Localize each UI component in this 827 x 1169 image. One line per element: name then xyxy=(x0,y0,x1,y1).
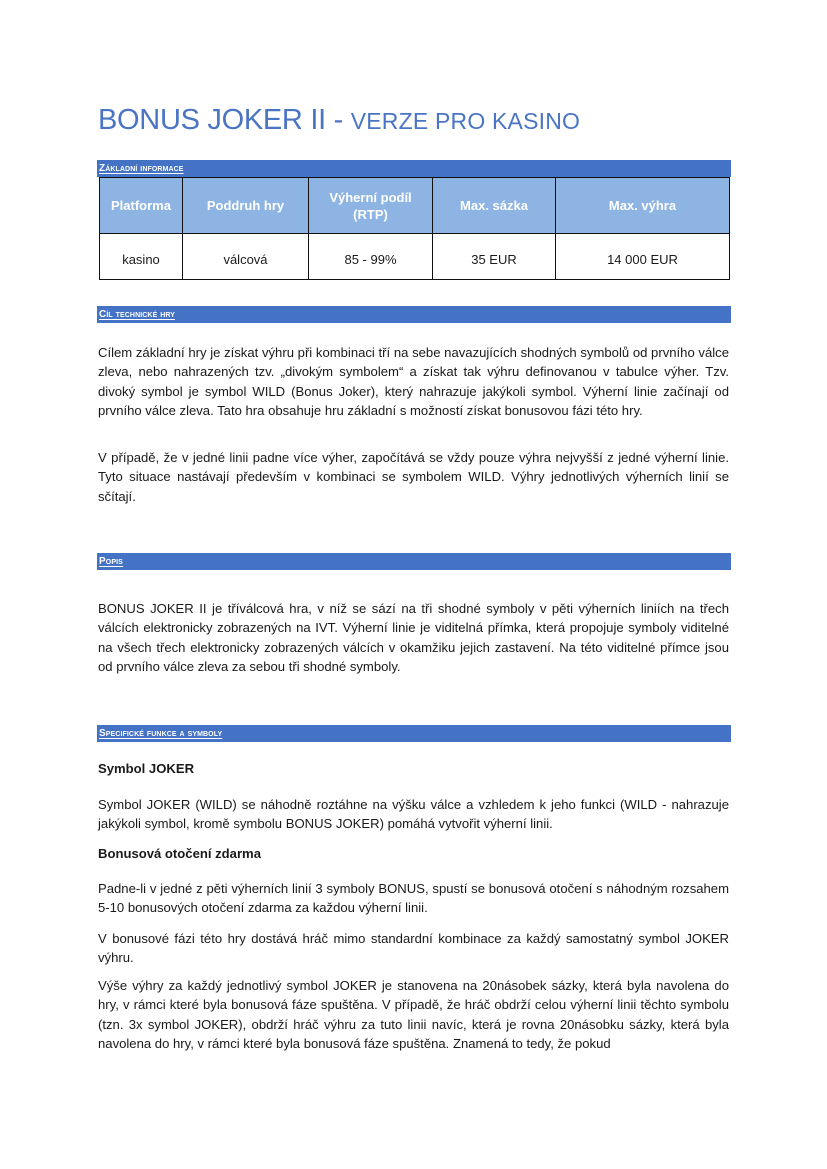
joker-heading: Symbol JOKER xyxy=(98,761,195,776)
goal-paragraph-2: V případě, že v jedné linii padne více výher, započítává se vždy pouze výhra nejvyšší z jedné výherní linie. Tyto situace nastávají především v kombinaci se symbolem WILD. Výhry jednotlivých výherních linií se sčítají. xyxy=(98,450,729,504)
table-cell: válcová xyxy=(183,234,309,280)
bonus-paragraph-2: V bonusové fázi této hry dostává hráč mimo standardní kombinace za každý samostatný symbol JOKER výhru. xyxy=(98,931,729,966)
title-subtitle: VERZE PRO KASINO xyxy=(350,108,581,134)
section-bar-specific: Specifické funkce a symboly xyxy=(97,725,731,742)
description-paragraph: BONUS JOKER II je tříválcová hra, v níž se sází na tři shodné symboly v pěti výherních liniích na třech válcích elektronicky zobrazených na IVT. Výherní linie je viditelná přímka, která propojuje symboly viditelné na všech třech elektronicky zobrazených válcích v okamžiku jejich zastavení. Na této viditelné přímce jsou od prvního válce zleva za sebou tři shodné symboly. xyxy=(98,601,729,674)
section-bar-description: Popis xyxy=(97,553,731,570)
joker-paragraph: Symbol JOKER (WILD) se náhodně roztáhne na výšku válce a vzhledem k jeho funkci (WILD - nahrazuje jakýkoli symbol, kromě symbolu BONUS JOKER) pomáhá vytvořit výherní linii. xyxy=(98,797,729,832)
section-bar-goal: Cíl technické hry xyxy=(97,306,731,323)
table-header-cell: Platforma xyxy=(100,178,183,234)
table-header-row xyxy=(100,178,730,234)
section-bar-basic-info: Základní informace xyxy=(97,160,731,177)
table-cell: kasino xyxy=(100,234,183,280)
table-cell: 14 000 EUR xyxy=(556,234,730,280)
bonus-heading: Bonusová otočení zdarma xyxy=(98,846,261,861)
title-main: BONUS JOKER II - xyxy=(98,104,351,136)
table-header-cell: Max. výhra xyxy=(556,178,730,234)
goal-paragraph-1: Cílem základní hry je získat výhru při kombinaci tří na sebe navazujících shodných symbolů od prvního válce zleva, nebo nahrazených tzv. „divokým symbolem“ a získat tak výhru definovanou v tabulce výher. Tzv. divoký symbol je symbol WILD (Bonus Joker), který nahrazuje jakýkoli symbol. Výherní linie začínají od prvního válce zleva. Tato hra obsahuje hru základní s možností získat bonusovou fázi této hry. xyxy=(98,345,729,418)
info-table xyxy=(99,177,730,280)
table-header-cell: Max. sázka xyxy=(433,178,556,234)
table-cell: 85 - 99% xyxy=(309,234,433,280)
document-title xyxy=(98,104,580,137)
bonus-paragraph-3: Výše výhry za každý jednotlivý symbol JOKER je stanovena na 20násobek sázky, která byla navolena do hry, v rámci které byla bonusová fáze spuštěna. V případě, že hráč obdrží celou výherní linii těchto symbolu (tzn. 3x symbol JOKER), obdrží hráč výhru za tuto linii navíc, která je rovna 20násobku sázky, která byla navolena do hry, v rámci které byla bonusová fáze spuštěna. Znamená to tedy, že pokud xyxy=(98,978,729,1051)
table-cell: 35 EUR xyxy=(433,234,556,280)
table-header-cell: Výherní podíl (RTP) xyxy=(309,178,433,234)
bonus-paragraph-1: Padne-li v jedné z pěti výherních linií 3 symboly BONUS, spustí se bonusová otočení s náhodným rozsahem 5-10 bonusových otočení zdarma za každou výherní linii. xyxy=(98,881,729,916)
table-header-cell: Poddruh hry xyxy=(183,178,309,234)
table-row xyxy=(100,234,730,280)
